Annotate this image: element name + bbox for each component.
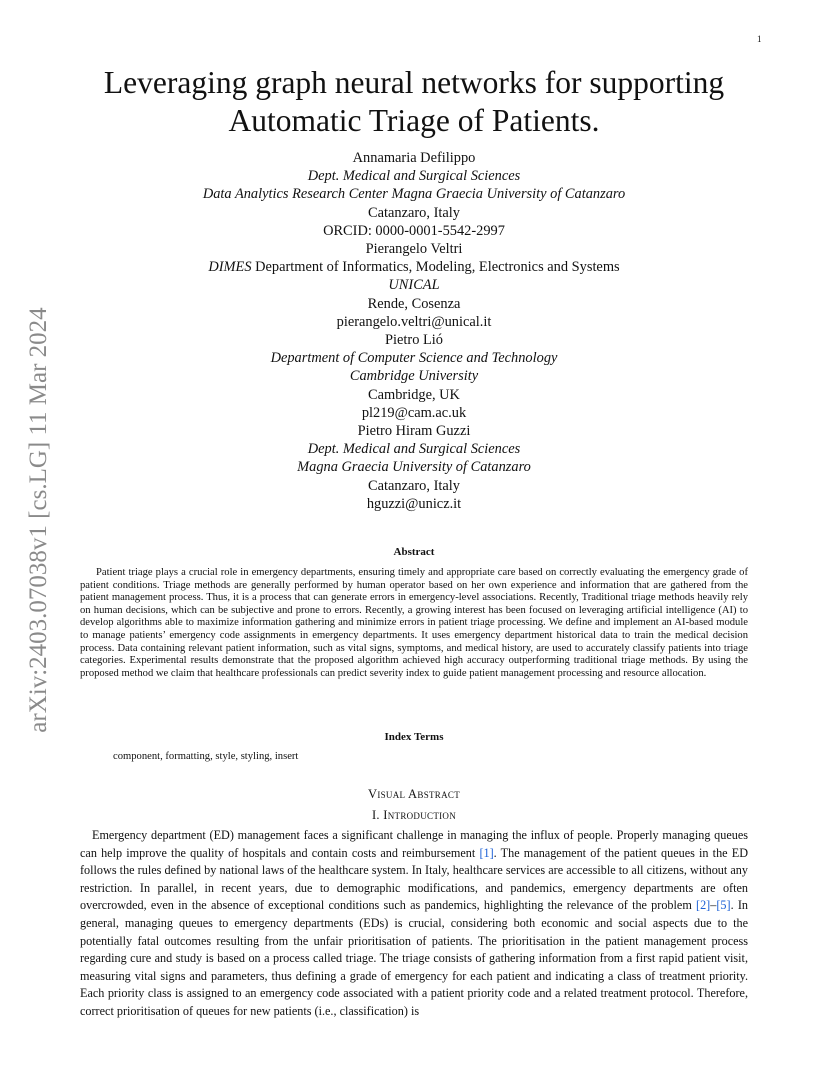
author-line: Dept. Medical and Surgical Sciences xyxy=(307,168,521,185)
author-line: Pietro Lió xyxy=(385,332,443,349)
author-line: pl219@cam.ac.uk xyxy=(361,404,467,421)
citation-link[interactable]: [2] xyxy=(696,898,711,913)
intro-text: . In general, managing queues to emergency departments (EDs) is crucial, considering both economic and social aspects due to the potentially fatal outcomes resulting from the unfair prioritisation of patients. The prioritisation in the patient management process regarding cure and study is based on a process called triage. The triage consists of gathering information from a first rapid patient visit, measuring vital signs and parameters, thus defining a grade of emergency for each patient and indicating a class of treatment priority. Each priority class is assigned to an emergency code associated with a patient priority code and a related treatment protocol. Therefore, correct prioritisation of queues for new patients (i.e., classification) is xyxy=(80,898,748,1018)
abstract-heading: Abstract xyxy=(393,546,435,558)
arxiv-identifier-stamp: arXiv:2403.07038v1 [cs.LG] 11 Mar 2024 xyxy=(25,307,52,733)
intro-text: Emergency department (ED) management faces a significant challenge in managing the influx of people. Properly managing queues can help improve the quality of hospitals and contain costs and reimbursement xyxy=(80,828,748,860)
intro-text: . The management of the patient queues in the ED follows the rules defined by national laws of the healthcare system. In Italy, healthcare services are accessible to all citizens, without any restriction. In parallel, in recent years, due to demographic modifications, and pandemics, emergency departments are often overcrowded, even in the absence of exceptional conditions such as pandemics, highlighting the relevance of the problem xyxy=(80,845,749,913)
author-line: Department of Computer Science and Technology xyxy=(270,350,558,367)
author-line: Pierangelo Veltri xyxy=(365,241,463,258)
introduction-heading: I. Introduction xyxy=(371,808,457,822)
index-terms: component, formatting, style, styling, insert xyxy=(113,751,299,762)
author-line: UNICAL xyxy=(388,277,440,294)
author-line: Rende, Cosenza xyxy=(367,295,461,312)
author-line: Data Analytics Research Center Magna Graecia University of Catanzaro xyxy=(202,186,626,203)
author-line: Cambridge, UK xyxy=(368,386,460,403)
citation-link[interactable]: [1] xyxy=(479,845,494,860)
title-line-2: Automatic Triage of Patients. xyxy=(228,103,600,138)
citation-range-dash: – xyxy=(710,898,717,913)
index-terms-heading: Index Terms xyxy=(384,731,444,743)
author-line: Catanzaro, Italy xyxy=(368,477,460,494)
affiliation-acronym: DIMES xyxy=(208,259,252,276)
citation-link[interactable]: [5] xyxy=(716,898,731,913)
page-number: 1 xyxy=(757,34,762,44)
author-block xyxy=(140,149,688,513)
author-line: Annamaria Defilippo xyxy=(352,150,476,166)
author-line: Pietro Hiram Guzzi xyxy=(357,423,471,440)
visual-abstract-heading: Visual Abstract xyxy=(368,787,460,801)
abstract-text: Patient triage plays a crucial role in emergency departments, ensuring timely and appropriate care based on correctly evaluating the emergency grade of patient conditions. Triage methods are generally performed by human operator based on her own experience and information that are gathered from the patient management process. Thus, it is a process that can generate errors in emergency-level associations. Recently, Traditional triage methods heavily rely on human decisions, which can be subjective and prone to errors. Recently, a growing interest has been focused on leveraging artificial intelligence (AI) to develop algorithms able to maximize information gathering and minimize errors in patient triage processing. We define and implement an AI-based module to manage patients’ emergency code assignments in emergency departments. It uses emergency department historical data to train the medical decision process. Data containing relevant patient information, such as vital signs, symptoms, and medical history, are used to accurately classify patients into triage categories. Experimental results demonstrate that the proposed algorithm achieved high accuracy outperforming traditional triage methods. By using the proposed method we claim that healthcare professionals can predict severity index to guide patient management processing and resource allocation. xyxy=(80,567,748,679)
affiliation-name: Department of Informatics, Modeling, Electronics and Systems xyxy=(251,259,620,276)
author-line: Cambridge University xyxy=(349,368,479,385)
author-line: ORCID: 0000-0001-5542-2997 xyxy=(323,222,505,239)
author-line: hguzzi@unicz.it xyxy=(366,495,462,512)
introduction-paragraph xyxy=(80,827,748,1021)
paper-title xyxy=(80,64,748,140)
author-line: Magna Graecia University of Catanzaro xyxy=(297,459,531,476)
author-line xyxy=(140,258,688,276)
author-line: pierangelo.veltri@unical.it xyxy=(336,313,492,330)
title-line-1: Leveraging graph neural networks for supporting xyxy=(103,65,725,100)
author-line: Catanzaro, Italy xyxy=(368,204,460,221)
author-line: Dept. Medical and Surgical Sciences xyxy=(307,441,521,458)
